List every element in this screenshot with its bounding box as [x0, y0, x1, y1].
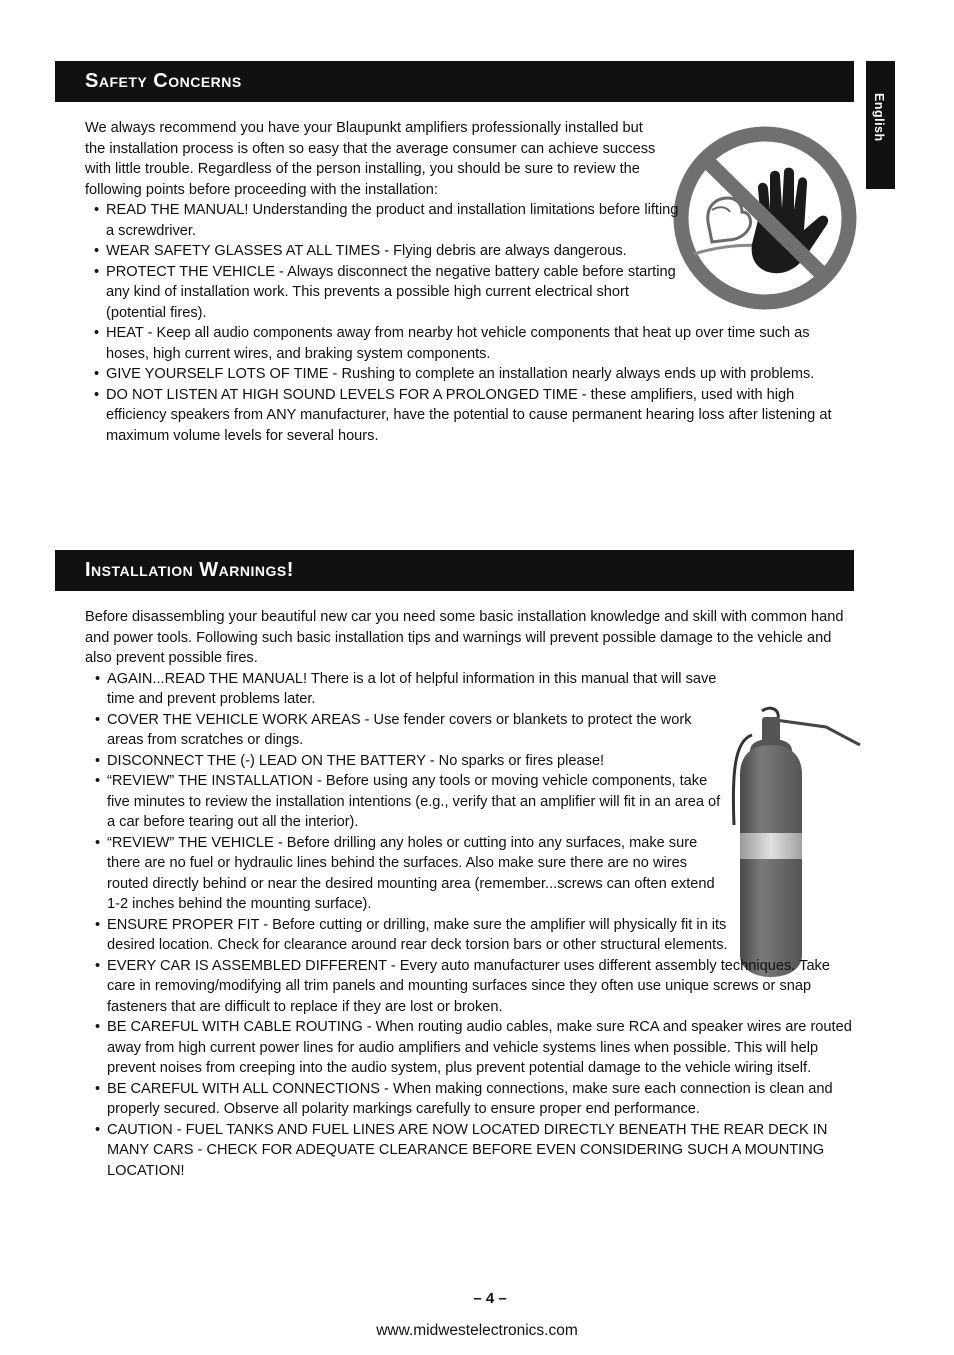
list-item: • PROTECT THE VEHICLE - Always disconnect the negative battery cable before starting any kind of installation work. This prevents a possible high current electrical short (potential fires).: [85, 262, 680, 324]
list-item: • AGAIN...READ THE MANUAL! There is a lot of helpful information in this manual that will save time and prevent problems later.: [85, 669, 725, 710]
list-item: • “REVIEW” THE VEHICLE - Before drilling any holes or cutting into any surfaces, make sure there are no fuel or hydraulic lines behind the surfaces. Also make sure there are no wires routed directly behind or near the desired mounting area (remember...screws can often extend 1-2 inches behind the mounting surface).: [85, 833, 725, 915]
list-item: • DO NOT LISTEN AT HIGH SOUND LEVELS FOR A PROLONGED TIME - these amplifiers, used with high efficiency speakers from ANY manufacturer, have the potential to cause permanent hearing loss after listening at maximum volume levels for several hours.: [85, 385, 855, 447]
safety-intro: We always recommend you have your Blaupunkt amplifiers professionally installed but the installation process is often so easy that the average consumer can achieve success with little trouble. Regardless of the person installing, you should be sure to review the following points before proceeding with the installation:: [85, 120, 656, 198]
installation-warnings-body: [85, 607, 855, 1181]
installation-list: [85, 669, 855, 1182]
page-number: – 4 –: [473, 1290, 507, 1307]
list-item: • GIVE YOURSELF LOTS OF TIME - Rushing to complete an installation nearly always ends up with problems.: [85, 364, 855, 385]
list-item: • CAUTION - FUEL TANKS AND FUEL LINES ARE NOW LOCATED DIRECTLY BENEATH THE REAR DECK IN MANY CARS - CHECK FOR ADEQUATE CLEARANCE BEFORE EVEN CONSIDERING SUCH A MOUNTING LOCATION!: [85, 1120, 855, 1182]
list-item: • “REVIEW” THE INSTALLATION - Before using any tools or moving vehicle components, take five minutes to review the installation intentions (e.g., verify that an amplifier will fit in an area of a car before tearing out all the interior).: [85, 771, 725, 833]
safety-concerns-title: Safety Concerns: [85, 70, 242, 92]
list-item: • BE CAREFUL WITH ALL CONNECTIONS - When making connections, make sure each connection is clean and properly secured. Observe all polarity markings carefully to ensure proper end performance.: [85, 1079, 855, 1120]
list-item: • READ THE MANUAL! Understanding the product and installation limitations before lifting a screwdriver.: [85, 200, 680, 241]
list-item: • BE CAREFUL WITH CABLE ROUTING - When routing audio cables, make sure RCA and speaker wires are routed away from high current power lines for audio amplifiers and vehicle systems lines when possible. This will help prevent noises from creeping into the audio system, plus prevent potential damage to the vehicle wiring itself.: [85, 1017, 855, 1079]
list-item: • WEAR SAFETY GLASSES AT ALL TIMES - Flying debris are always dangerous.: [85, 241, 855, 262]
safety-list: [85, 200, 855, 446]
safety-concerns-header: [55, 61, 854, 102]
safety-concerns-body: [85, 118, 855, 446]
installation-warnings-title: Installation Warnings!: [85, 559, 294, 581]
list-item: • DISCONNECT THE (-) LEAD ON THE BATTERY - No sparks or fires please!: [85, 751, 725, 772]
installation-warnings-header: [55, 550, 854, 591]
list-item: • EVERY CAR IS ASSEMBLED DIFFERENT - Every auto manufacturer uses different assembly techniques. Take care in removing/modifying all trim panels and mounting surfaces since they often use unique screws or snap fasteners that are difficult to replace if they are lost or broken.: [85, 956, 855, 1018]
language-tab: [866, 61, 895, 189]
language-label: English: [872, 93, 886, 142]
list-item: • COVER THE VEHICLE WORK AREAS - Use fender covers or blankets to protect the work areas from scratches or dings.: [85, 710, 725, 751]
website-link[interactable]: www.midwestelectronics.com: [376, 1322, 578, 1339]
list-item: • HEAT - Keep all audio components away from nearby hot vehicle components that heat up over time such as hoses, high current wires, and braking system components.: [85, 323, 855, 364]
list-item: • ENSURE PROPER FIT - Before cutting or drilling, make sure the amplifier will physically fit in its desired location. Check for clearance around rear deck torsion bars or other structural elements.: [85, 915, 737, 956]
installation-intro: Before disassembling your beautiful new car you need some basic installation knowledge and skill with common hand and power tools. Following such basic installation tips and warnings will prevent possible damage to the vehicle and also prevent possible fires.: [85, 609, 844, 666]
